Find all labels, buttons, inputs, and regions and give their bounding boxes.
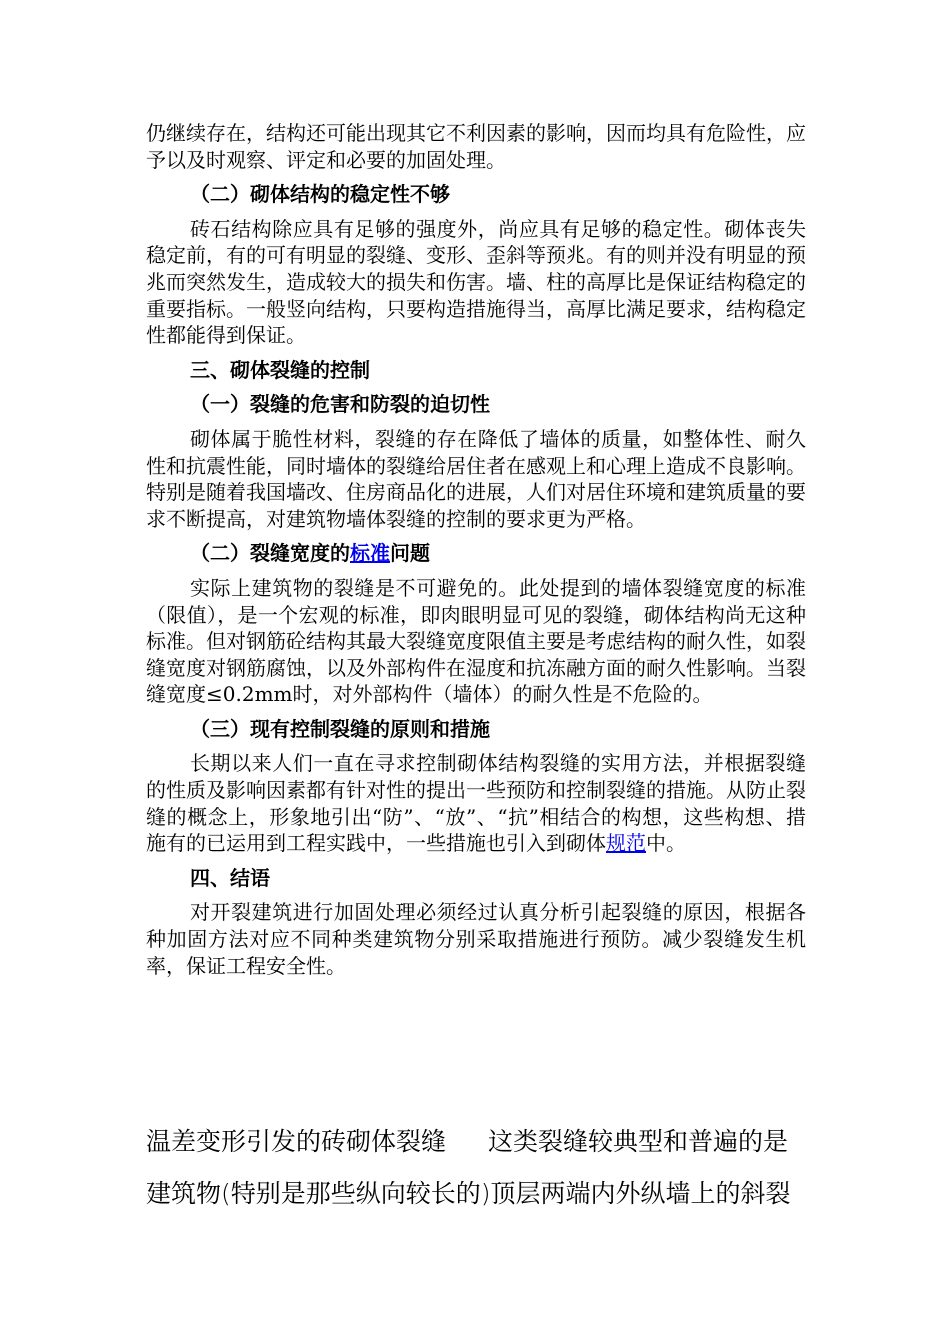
- heading-crack-width: [146, 540, 806, 567]
- standard-link[interactable]: 标准: [350, 541, 390, 566]
- following-section-line-2: 建筑物(特别是那些纵向较长的)顶层两端内外纵墙上的斜裂: [146, 1179, 791, 1208]
- heading-hazard: （一）裂缝的危害和防裂的迫切性: [190, 392, 490, 417]
- document-body: [146, 120, 806, 982]
- following-section-line-1: [146, 1118, 826, 1166]
- following-section-text-1: 这类裂缝较典型和普遍的是: [488, 1127, 789, 1156]
- specification-link[interactable]: 规范: [606, 831, 646, 856]
- heading-crack-width-prefix: （二）裂缝宽度的: [190, 541, 350, 566]
- following-section: [146, 1118, 826, 1222]
- heading-conclusion: 四、结语: [190, 865, 270, 890]
- paragraph-principles-end: 中。: [646, 831, 686, 856]
- heading-principles: （三）现有控制裂缝的原则和措施: [190, 716, 490, 741]
- paragraph-hazard: 砌体属于脆性材料，裂缝的存在降低了墙体的质量，如整体性、耐久性和抗震性能，同时墙体的裂缝给居住者在感观上和心理上造成不良影响。特别是随着我国墙改、住房商品化的进展，人们对居住环境和建筑质量的要求不断提高，对建筑物墙体裂缝的控制的要求更为严格。: [146, 426, 806, 531]
- heading-crack-width-suffix: 问题: [390, 541, 430, 566]
- paragraph-principles-text: 长期以来人们一直在寻求控制砌体结构裂缝的实用方法，并根据裂缝的性质及影响因素都有针对性的提出一些预防和控制裂缝的措施。从防止裂缝的概念上，形象地引出“防”、“放”、“抗”相结合的构想，这些构想、措施有的已运用到工程实践中，一些措施也引入到砌体: [146, 751, 806, 856]
- following-section-title: 温差变形引发的砖砌体裂缝: [146, 1127, 447, 1156]
- paragraph-crack-width: 实际上建筑物的裂缝是不可避免的。此处提到的墙体裂缝宽度的标准（限值），是一个宏观的标准，即肉眼明显可见的裂缝，砌体结构尚无这种标准。但对钢筋砼结构其最大裂缝宽度限值主要是考虑结构的耐久性，如裂缝宽度对钢筋腐蚀，以及外部构件在湿度和抗冻融方面的耐久性影响。当裂缝宽度≤0.2mm时，对外部构件（墙体）的耐久性是不危险的。: [146, 575, 806, 707]
- paragraph-conclusion: 对开裂建筑进行加固处理必须经过认真分析引起裂缝的原因，根据各种加固方法对应不同种类建筑物分别采取措施进行预防。减少裂缝发生机率，保证工程安全性。: [146, 900, 806, 978]
- paragraph-continuation: 仍继续存在，结构还可能出现其它不利因素的影响，因而均具有危险性，应予以及时观察、评定和必要的加固处理。: [146, 121, 806, 172]
- paragraph-stability: 砖石结构除应具有足够的强度外，尚应具有足够的稳定性。砌体丧失稳定前，有的可有明显的裂缝、变形、歪斜等预兆。有的则并没有明显的预兆而突然发生，造成较大的损失和伤害。墙、柱的高厚比是保证结构稳定的重要指标。一般竖向结构，只要构造措施得当，高厚比满足要求，结构稳定性都能得到保证。: [146, 216, 806, 348]
- paragraph-principles: [146, 750, 806, 856]
- heading-stability: （二）砌体结构的稳定性不够: [190, 182, 450, 207]
- heading-section-crack-control: 三、砌体裂缝的控制: [190, 357, 370, 382]
